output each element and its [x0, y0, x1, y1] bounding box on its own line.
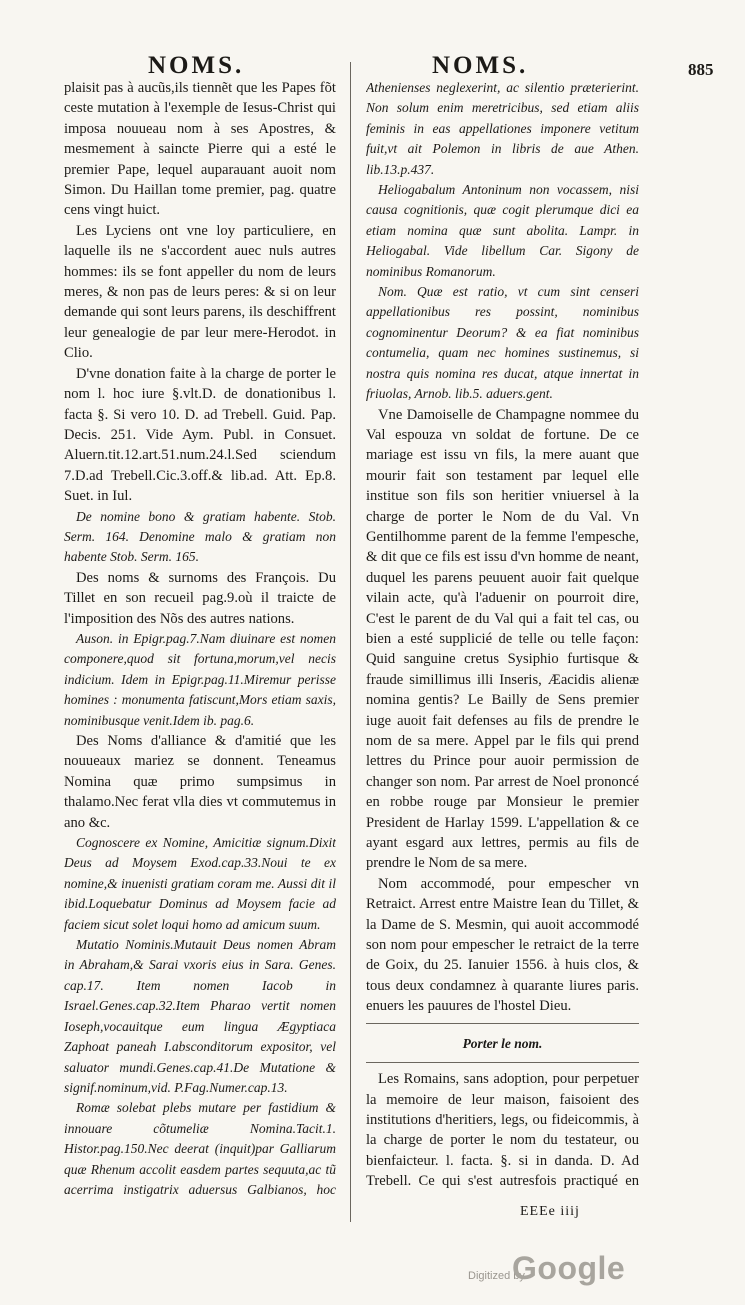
right-column	[366, 78, 639, 1190]
left-running-head: NOMS.	[148, 52, 245, 79]
digitized-label: Digitized by	[468, 1270, 525, 1282]
left-column	[64, 78, 336, 1198]
paragraph: Les Romains, sans adoption, pour perpetuer la memoire de leur maison, faisoient des institutions d'heritiers, legs, ou fideicommis, à la charge de porter le nom du testateur, ou bienfaicteur. l. facta. §. si in danda. D. Ad Trebell. Ce qui s'est autresfois practiqué en	[366, 1071, 639, 1190]
section-rule	[366, 1062, 639, 1063]
paragraph: plaisit pas à aucũs,ils tiennẽt que les Papes fõt ceste mutation à l'exemple de Iesus-Christ qui imposa nouueau nom à ses Apostres, & mesmement à saincte Pierre qui a esté le premier Pape, lequel auparauant auoit nom Simon. Du Haillan tome premier, pag. quatre cens vingt huict.	[64, 80, 336, 219]
right-running-head: NOMS.	[432, 52, 529, 79]
section-title: Porter le nom.	[462, 1035, 543, 1051]
section-rule	[366, 1023, 639, 1024]
paragraph: Mutatio Nominis.Mutauit Deus nomen Abram in Abraham,& Sarai vxoris eius in Sara. Genes. cap.17. Item nomen Iacob in Israel.Genes.cap.32.Item Pharao vertit nomen Ioseph,vocauitque eum lingua Ægyptiaca Zaphoat paneah I.absconditorum expositor, vel saluator mundi.Genes.cap.41.De Mutatione & signif.nominum,vid. P.Fag.Numer.cap.13.	[64, 937, 336, 1095]
paragraph: Des noms & surnoms des François. Du Tillet en son recueil pag.9.où il traicte de l'imposition des Nõs des autres nations.	[64, 569, 336, 627]
paragraph: Romæ solebat plebs mutare per fastidium & innouare cõtumeliæ Nomina.Tacit.1. Histor.pag.150.Nec deerat (inquit)par Galliarum quæ Rhenum accolit easdem partes sequuta,ac tũ acerrima instigatrix aduersus Galbianos, hoc	[64, 1100, 336, 1197]
column-divider	[350, 62, 351, 1222]
paragraph: Athenienses neglexerint, ac silentio præterierint. Non solum enim meretricibus, sed etiam aliis feminis in eas appellationes imponere vetitum fuit,vt ait Polemon in libris de aue Athen. lib.13.p.437.	[366, 80, 639, 177]
paragraph: D'vne donation faite à la charge de porter le nom l. hoc iure §.vlt.D. de donationibus l. facta §. Si vero 10. D. ad Trebell. Guid. Pap. Decis. 251. Vide Aym. Publ. in Consuet. Aluern.tit.12.art.51.num.24.l.Sed sciendum 7.D.ad Trebell.Cic.3.off.& lib.ad. Att. Ep.8. Suet. in Iul.	[64, 365, 336, 505]
paragraph: Heliogabalum Antoninum non vocassem, nisi causa cognitionis, quæ cogit plerumque dici ea etiam nomina quæ sunt abolita. Lampr. in Heliogabal. Vide libellum Car. Sigony de nominibus Romanorum.	[366, 182, 639, 279]
page-number: 885	[688, 60, 714, 79]
signature-mark: EEEe iiij	[520, 1204, 580, 1219]
paragraph: Des Noms d'alliance & d'amitié que les nouueaux mariez se donnent. Teneamus Nomina quæ primo sumpsimus in thalamo.Nec ferat vlla dies vt commutemus in ano &c.	[64, 733, 336, 831]
paragraph: Nom. Quæ est ratio, vt cum sint censeri appellationibus res possint, nominibus cognominentur Deorum? & ea fiat nominibus contumelia, quam nec homines sustinemus, si nostra quis nomina res ducat, atque innertat in friuolas, Arnob. lib.5. aduers.gent.	[366, 284, 639, 402]
paragraph: Cognoscere ex Nomine, Amicitiæ signum.Dixit Deus ad Moysem Exod.cap.33.Noui te ex nomine,& inuenisti gratiam coram me. Aussi dit il ibid.Loquebatur Dominus ad Moysem facie ad faciem sicut solet loqui homo ad amicum suum.	[64, 835, 336, 932]
paragraph: Auson. in Epigr.pag.7.Nam diuinare est nomen componere,quod sit fortuna,morum,vel necis indicium. Idem in Epigr.pag.11.Miremur perisse homines : monumenta fatiscunt,Mors etiam saxis, nominibusque venit.Idem ib. pag.6.	[64, 630, 336, 728]
paragraph: Les Lyciens ont vne loy particuliere, en laquelle ils ne s'accordent auec nuls autres hommes: ils se font appeller du nom de leurs meres, & non pas de leurs peres: & si on leur demande qui sont leurs parens, ils deschiffrent leur genealogie de par leur mere-Herodot. in Clio.	[64, 222, 336, 362]
paragraph: Nom accommodé, pour empescher vn Retraict. Arrest entre Maistre Iean du Tillet, & la Dame de S. Mesmin, qui auoit accommodé son nom pour empescher le retraict de la terre de Goix, du 25. Ianuier 1556. à huis clos, & tous deux condamnez à quarante liures paris. enuers les pauures de l'hostel Dieu.	[366, 875, 639, 1015]
google-watermark: Google	[512, 1250, 626, 1286]
paragraph: De nomine bono & gratiam habente. Stob. Serm. 164. Denomine malo & gratiam non habente Stob. Serm. 165.	[64, 508, 336, 565]
paragraph: Vne Damoiselle de Champagne nommee du Val espouza vn soldat de fortune. De ce mariage est issu vn fils, la mere auant que mourir fait son testament par lequel elle institue son fils son heritier vniuersel à la charge de porter le Nom de du Val. Vn Gentilhomme parent de la femme l'empesche, & dit que ce fils est issu d'vn homme de neant, duquel les parens peuuent auoir fait quelque vilain acte, qu'à l'aduenir on pourroit dire, C'est le parent de du Val qui a fait tel cas, ou bien a esté supplicié de telle ou telle façon: Quid sanguine cretus Sysiphio furtisque & fraude simillimus illi Inseris, Æacidis alienæ nomina gentis? Le Bailly de Sens premier iuge auoit fait defenses au fils de prendre le nom de sa mere. Appel par le fils qui prend lettres du Prince pour auoir permission de changer son nom. Par arrest de Noel prononcé en robbe rouge par Monsieur le premier President de Harlay 1599. L'appellation & ce ayant esgard aux lettres, permis au fils de prendre le Nom de sa mere.	[366, 406, 639, 872]
